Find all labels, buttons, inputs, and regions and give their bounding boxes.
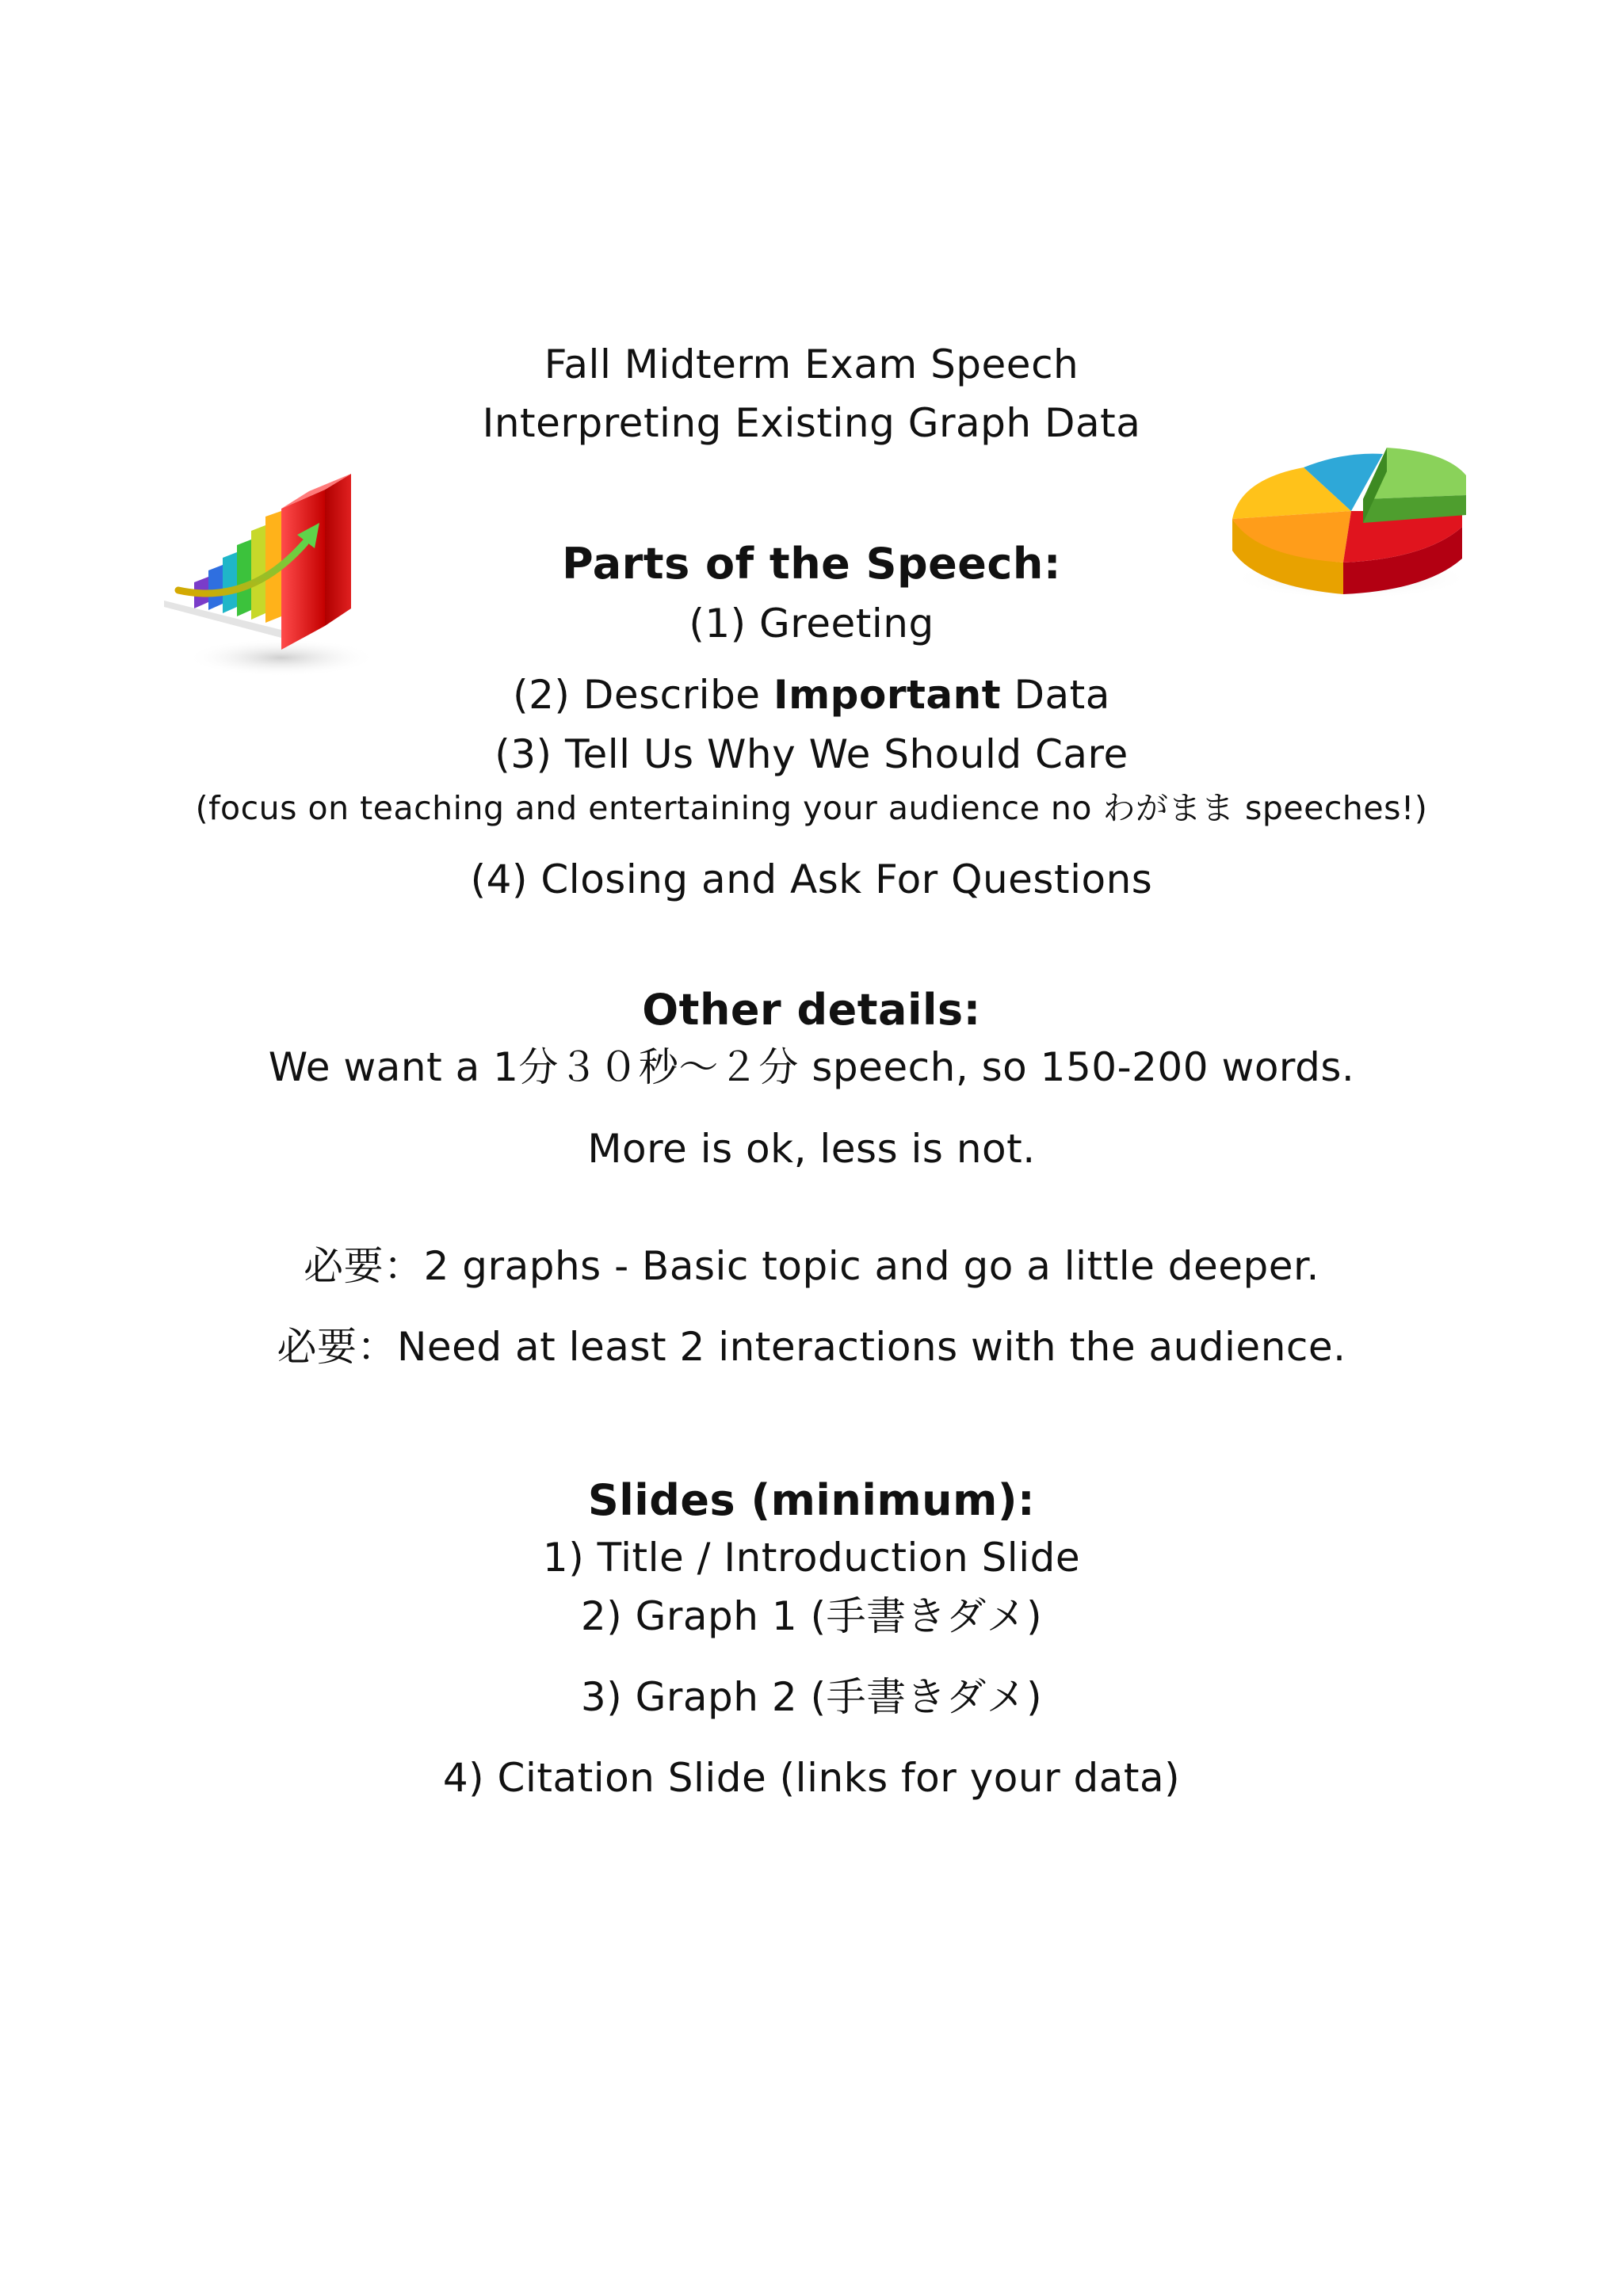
parts-item-2: [0, 669, 1623, 720]
parts-item-2-prefix: (2) Describe: [513, 672, 773, 718]
slides-heading: Slides (minimum):: [587, 1475, 1036, 1525]
slides-item-1: 1) Title / Introduction Slide: [542, 1535, 1081, 1581]
details-heading: Other details:: [642, 985, 981, 1035]
details-length: We want a 1分３０秒〜２分 speech, so 150-200 words.: [268, 1044, 1355, 1090]
parts-item-3: (3) Tell Us Why We Should Care: [495, 731, 1128, 777]
slides-item-3: 3) Graph 2 (手書きダメ): [580, 1674, 1043, 1720]
doc-title-line-1: Fall Midterm Exam Speech: [544, 341, 1079, 387]
parts-note: (focus on teaching and entertaining your audience no わがまま speeches!): [195, 789, 1428, 827]
parts-heading: Parts of the Speech:: [562, 539, 1061, 589]
slides-item-4: 4) Citation Slide (links for your data): [442, 1755, 1181, 1801]
slides-item-2: 2) Graph 1 (手書きダメ): [580, 1593, 1043, 1639]
details-more: More is ok, less is not.: [587, 1126, 1036, 1172]
details-requirement-1: 必要：2 graphs - Basic topic and go a little deeper.: [304, 1243, 1319, 1289]
parts-item-2-suffix: Data: [1001, 672, 1110, 718]
details-requirement-2: 必要：Need at least 2 interactions with the audience.: [277, 1324, 1346, 1370]
doc-title-line-2: Interpreting Existing Graph Data: [482, 400, 1141, 446]
parts-item-1: (1) Greeting: [689, 601, 934, 646]
parts-item-4: (4) Closing and Ask For Questions: [470, 856, 1153, 902]
parts-item-2-emphasis: Important: [773, 672, 1002, 718]
